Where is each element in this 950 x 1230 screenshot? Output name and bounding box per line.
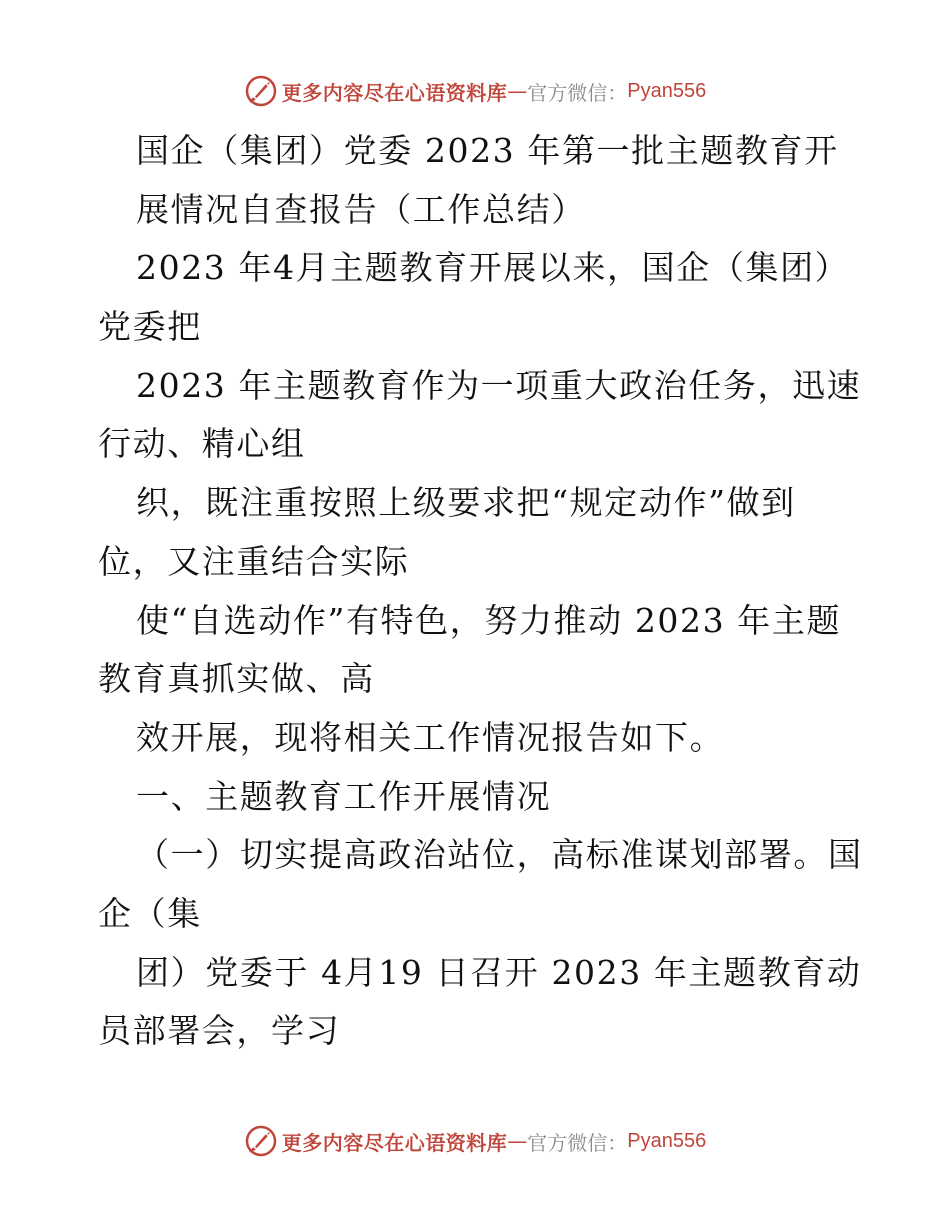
document-line: 团）党委于 4月19 日召开 2023 年主题教育动: [136, 952, 862, 992]
watermark-official-label: 官方微信：: [527, 80, 628, 105]
watermark-dash: —: [507, 1129, 528, 1153]
section-heading: 一、主题教育工作开展情况: [136, 776, 552, 816]
document-line: 2023 年主题教育作为一项重大政治任务，迅速: [136, 365, 862, 405]
document-line: 国企（集团）党委 2023 年第一批主题教育开: [136, 131, 839, 170]
watermark-text: 更多内容尽在心语资料库: [281, 1130, 508, 1155]
document-line: 使“自选动作”有特色，努力推动 2023 年主题: [136, 600, 842, 640]
watermark-wechat-id: Pyan556: [627, 1129, 707, 1152]
document-line: 教育真抓实做、高: [98, 659, 375, 699]
header-watermark: [0, 74, 950, 108]
document-line: 行动、精心组: [98, 424, 306, 464]
watermark-text: 更多内容尽在心语资料库: [281, 80, 508, 105]
document-body: [98, 122, 863, 1061]
footer-watermark: [0, 1124, 950, 1158]
document-line: 企（集: [98, 893, 202, 933]
document-line: 织，既注重按照上级要求把“规定动作”做到: [136, 483, 796, 523]
document-line: 效开展，现将相关工作情况报告如下。: [136, 717, 725, 757]
document-line: 员部署会，学习: [98, 1011, 341, 1051]
quill-pen-logo-icon: [244, 74, 278, 108]
document-line: （一）切实提高政治站位，高标准谋划部署。国: [136, 835, 863, 875]
document-line: 展情况自查报告（工作总结）: [136, 189, 586, 229]
watermark-dash: —: [507, 79, 528, 103]
watermark-wechat-id: Pyan556: [627, 79, 707, 102]
watermark-official-label: 官方微信：: [527, 1130, 628, 1155]
quill-pen-logo-icon: [244, 1124, 278, 1158]
document-line: 党委把: [98, 307, 202, 347]
document-line: 2023 年4月主题教育开展以来，国企（集团）: [136, 248, 850, 288]
document-line: 位，又注重结合实际: [98, 541, 410, 581]
